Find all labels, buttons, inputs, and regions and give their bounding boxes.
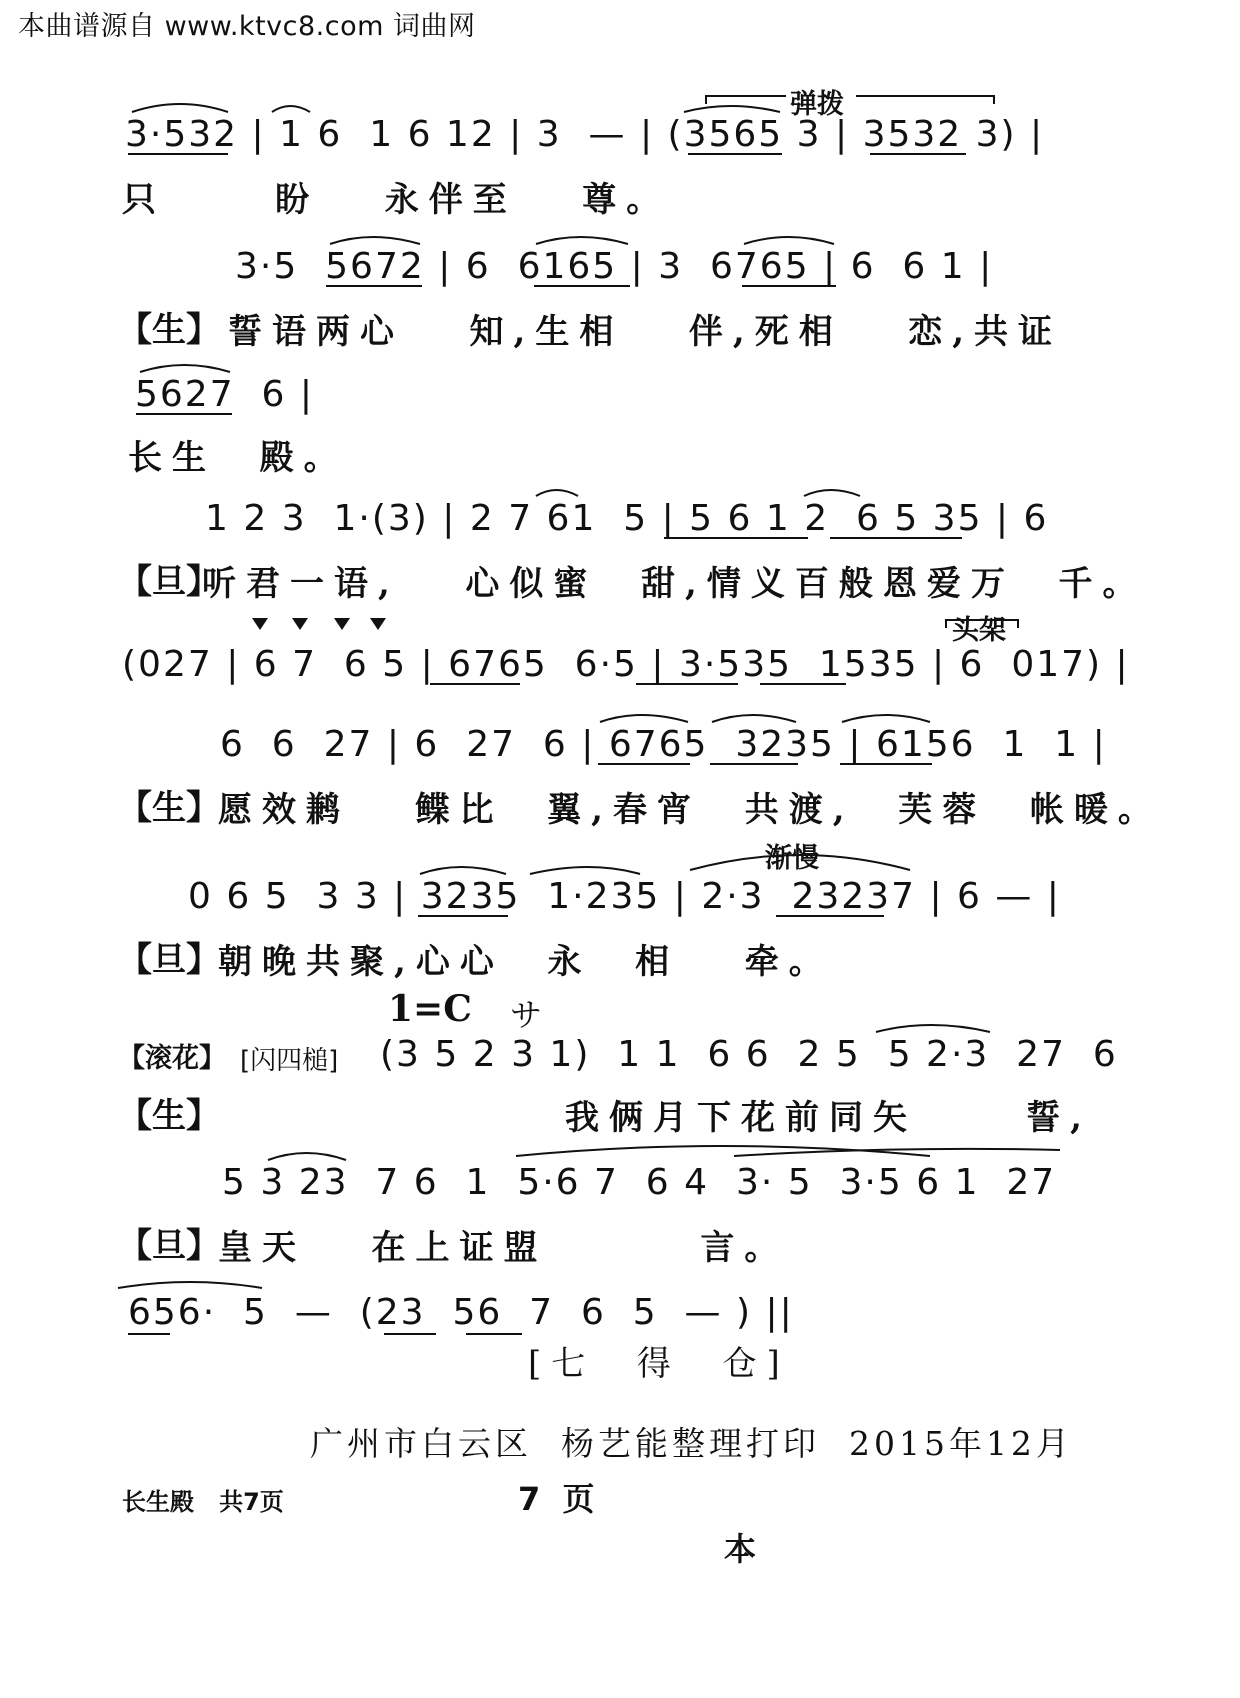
slur-mark <box>118 1282 262 1288</box>
score-line-8: (3 5 2 3 1) 1 1 6 6 2 5 5 2·3 27 6 <box>380 1034 1118 1075</box>
accent-mark <box>252 618 268 630</box>
slur-mark <box>684 106 780 112</box>
slur-mark <box>690 855 910 870</box>
role-sheng-3: 【生】 <box>118 1096 220 1136</box>
accent-mark <box>334 618 350 630</box>
label-shansi: [闪四槌] <box>240 1046 339 1076</box>
score-line-3: 5627 6 | <box>135 374 314 415</box>
bracket-mark <box>856 96 994 104</box>
accent-mark <box>292 618 308 630</box>
lyrics-line-3: 长生 殿。 <box>128 438 348 478</box>
stamp-ben: 本 <box>724 1530 757 1568</box>
score-line-7: 0 6 5 3 3 | 3235 1·235 | 2·3 23237 | 6 — | <box>188 876 1061 917</box>
footer-title-pages: 长生殿 共7页 <box>122 1488 284 1516</box>
slur-mark <box>842 715 930 722</box>
lyrics-line-2: 誓语两心 知,生相 伴,死相 恋,共证 <box>228 312 1063 352</box>
role-dan-3: 【旦】 <box>118 1226 220 1266</box>
score-line-6: 6 6 27 | 6 27 6 | 6765 3235 | 6156 1 1 | <box>220 724 1107 765</box>
role-sheng-1: 【生】 <box>118 310 220 350</box>
page-number: 7 页 <box>518 1480 595 1518</box>
role-dan-1: 【旦】 <box>118 562 220 602</box>
slur-mark <box>530 867 640 874</box>
slur-mark <box>132 104 228 112</box>
lyrics-line-6: 愿效鹣 鲽比 翼,春宵 共渡, 芙蓉 帐暖。 <box>218 790 1162 830</box>
slur-mark <box>420 867 506 874</box>
score-line-2: 3·5 5672 | 6 6165 | 3 6765 | 6 6 1 | <box>235 246 994 287</box>
score-line-9: 5 3 23 7 6 1 5·6 7 6 4 3· 5 3·5 6 1 27 <box>222 1162 1057 1203</box>
slur-mark <box>330 237 420 244</box>
annotation-jianman: 渐慢 <box>765 843 819 874</box>
role-dan-2: 【旦】 <box>118 940 220 980</box>
lyrics-line-7: 朝晚共聚,心心 永 相 牵。 <box>218 942 833 982</box>
bracket-mark <box>706 96 786 104</box>
score-line-4: 1 2 3 1·(3) | 2 7 61 5 | 5 6 1 2 6 5 35 | 6 <box>205 498 1049 539</box>
slur-mark <box>536 237 628 244</box>
lyrics-line-8: 我俩月下花前同矢 誓, <box>565 1098 1093 1138</box>
lyrics-line-4: 听君一语, 心似蜜 甜,情义百般恩爱万 千。 <box>202 564 1147 604</box>
free-meter-mark: サ <box>510 996 543 1034</box>
score-line-1: 3·532 | 1 6 1 6 12 | 3 — | (3565 3 | 3532 3) | <box>125 114 1045 155</box>
key-signature: 1=C <box>388 988 472 1030</box>
role-sheng-2: 【生】 <box>118 788 220 828</box>
lyrics-line-9: 皇天 在上证盟 言。 <box>218 1228 789 1268</box>
accent-mark <box>370 618 386 630</box>
slur-mark <box>744 237 834 244</box>
slur-mark <box>712 715 796 722</box>
slur-mark <box>536 490 578 496</box>
slur-mark <box>600 715 688 722</box>
slur-mark <box>272 106 310 112</box>
score-line-5: (027 | 6 7 6 5 | 6765 6·5 | 3·535 1535 | 6 017) | <box>122 644 1130 685</box>
annotation-toujia: 头架 <box>952 615 1006 646</box>
slur-mark <box>804 490 860 496</box>
bracket-mark <box>946 620 1018 628</box>
annotation-tanbo: 弹拨 <box>790 89 844 120</box>
score-line-10: 656· 5 — (23 56 7 6 5 — ) || <box>128 1292 794 1333</box>
lyrics-line-1: 只 盼 永伴至 尊。 <box>122 180 671 220</box>
slur-mark <box>268 1153 346 1160</box>
slur-mark <box>140 365 230 372</box>
source-header: 本曲谱源自 www.ktvc8.com 词曲网 <box>18 11 476 42</box>
slur-mark <box>876 1025 990 1032</box>
label-gunhua: 【滚花】 <box>118 1043 226 1074</box>
credit-line: 广州市白云区 杨艺能整理打印 2015年12月 <box>310 1424 1073 1463</box>
percussion-qidecang: [七 得 仓] <box>528 1344 790 1384</box>
